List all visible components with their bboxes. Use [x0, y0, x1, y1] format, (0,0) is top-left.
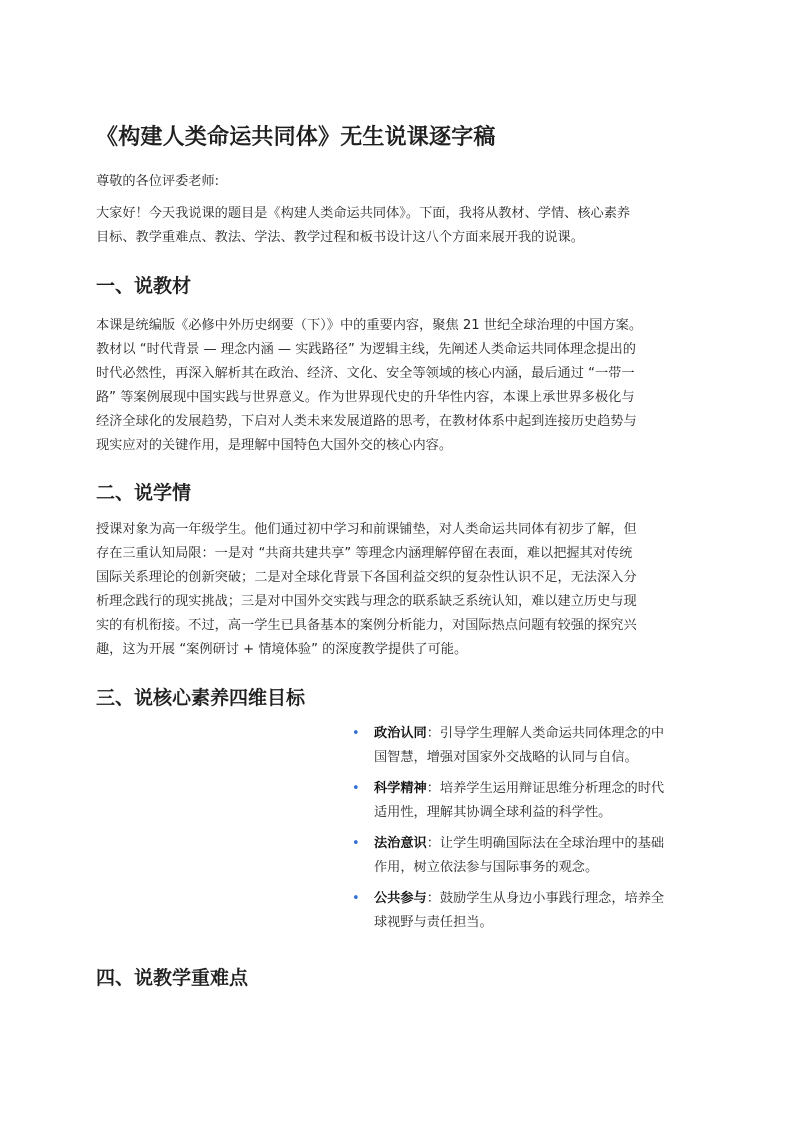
goal-term: 政治认同: [374, 726, 427, 741]
greeting-line: 尊敬的各位评委老师:: [96, 174, 220, 189]
intro-paragraph: [96, 202, 701, 250]
goal-text: 适用性，理解其协调全球利益的科学性。: [374, 805, 612, 820]
intro-line: 目标、教学重难点、教法、学法、教学过程和板书设计这八个方面来展开我的说课。: [96, 230, 584, 245]
bullet-icon: •: [352, 726, 360, 741]
paragraph-line: 析理念践行的现实挑战；三是对中国外交实践与理念的联系缺乏系统认知，难以建立历史与现: [96, 594, 637, 609]
paragraph-line: 国际关系理论的创新突破；二是对全球化背景下各国利益交织的复杂性认识不足，无法深入分: [96, 570, 637, 585]
section-heading-core-goals: 三、说核心素养四维目标: [96, 687, 306, 709]
bullet-icon: •: [352, 781, 360, 796]
goal-item-science: [352, 777, 702, 825]
bullet-icon: •: [352, 891, 360, 906]
goal-text: ：引导学生理解人类命运共同体理念的中: [426, 726, 665, 741]
section-heading-key-points: 四、说教学重难点: [96, 967, 249, 989]
textbook-paragraph: [96, 314, 701, 458]
intro-line: 大家好！今天我说课的题目是《构建人类命运共同体》。下面，我将从教材、学情、核心素养: [96, 206, 631, 221]
students-paragraph: [96, 518, 701, 662]
core-goals-list: [352, 722, 702, 942]
document-title: 《构建人类命运共同体》无生说课逐字稿: [96, 125, 496, 150]
goal-text: 国智慧，增强对国家外交战略的认同与自信。: [374, 750, 638, 765]
goal-text: ：培养学生运用辩证思维分析理念的时代: [426, 781, 665, 796]
paragraph-line: 授课对象为高一年级学生。他们通过初中学习和前课铺垫，对人类命运共同体有初步了解，但: [96, 522, 637, 537]
section-heading-textbook: 一、说教材: [96, 275, 192, 297]
paragraph-line: 经济全球化的发展趋势，下启对人类未来发展道路的思考，在教材体系中起到连接历史趋势与: [96, 414, 637, 429]
goal-text: 作用，树立依法参与国际事务的观念。: [374, 860, 599, 875]
paragraph-line: 本课是统编版《必修中外历史纲要（下）》中的重要内容，聚焦 21 世纪全球治理的中国方案。: [96, 318, 643, 333]
goal-text: ：让学生明确国际法在全球治理中的基础: [426, 836, 665, 851]
paragraph-line: 教材以 “时代背景 — 理念内涵 — 实践路径” 为逻辑主线，先阐述人类命运共同体理念提出的: [96, 342, 636, 357]
paragraph-line: 实的有机衔接。不过，高一学生已具备基本的案例分析能力，对国际热点问题有较强的探究兴: [96, 618, 637, 633]
goal-item-participation: [352, 887, 702, 935]
goal-text: 球视野与责任担当。: [374, 915, 493, 930]
greeting-paragraph: [96, 170, 701, 194]
paragraph-line: 时代必然性，再深入解析其在政治、经济、文化、安全等领域的核心内涵，最后通过 “一带一: [96, 366, 635, 381]
goal-text: ：鼓励学生从身边小事践行理念，培养全: [426, 891, 665, 906]
goal-item-political: [352, 722, 702, 770]
goal-item-law: [352, 832, 702, 880]
section-heading-students: 二、说学情: [96, 482, 192, 504]
paragraph-line: 现实应对的关键作用，是理解中国特色大国外交的核心内容。: [96, 438, 453, 453]
paragraph-line: 存在三重认知局限：一是对 “共商共建共享” 等理念内涵理解停留在表面，难以把握其对传统: [96, 546, 633, 561]
goal-term: 科学精神: [374, 781, 427, 796]
paragraph-line: 路” 等案例展现中国实践与世界意义。作为世界现代史的升华性内容，本课上承世界多极化与: [96, 390, 635, 405]
goal-term: 法治意识: [374, 836, 427, 851]
bullet-icon: •: [352, 836, 360, 851]
goal-term: 公共参与: [374, 891, 427, 906]
paragraph-line: 趣，这为开展 “案例研讨 + 情境体验” 的深度教学提供了可能。: [96, 642, 468, 657]
